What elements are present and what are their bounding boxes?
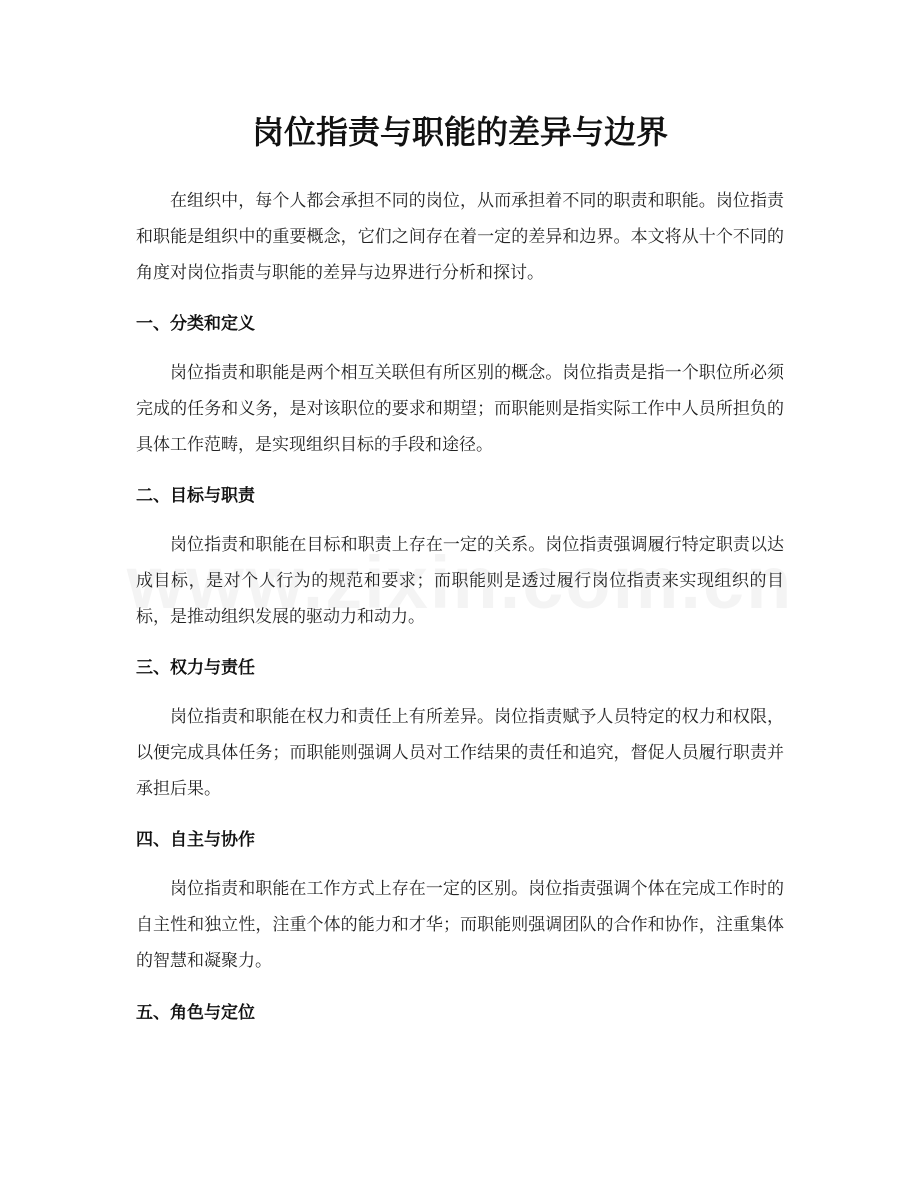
document-title: 岗位指责与职能的差异与边界 <box>251 113 668 151</box>
section-heading-autonomy: 四、自主与协作 <box>136 830 255 850</box>
section-body-authority: 岗位指责和职能在权力和责任上有所差异。岗位指责赋予人员特定的权力和权限，以便完成具体任务；而职能则强调人员对工作结果的责任和追究，督促人员履行职责并承担后果。 <box>136 707 784 799</box>
section-body-goals: 岗位指责和职能在目标和职责上存在一定的关系。岗位指责强调履行特定职责以达成目标，是对个人行为的规范和要求；而职能则是透过履行岗位指责来实现组织的目标，是推动组织发展的驱动力和动力。 <box>136 535 784 627</box>
section-heading-authority: 三、权力与责任 <box>136 658 255 678</box>
intro-paragraph: 在组织中，每个人都会承担不同的岗位，从而承担着不同的职责和职能。岗位指责和职能是组织中的重要概念，它们之间存在着一定的差异和边界。本文将从十个不同的角度对岗位指责与职能的差异与边界进行分析和探讨。 <box>136 191 784 283</box>
section-heading-roles: 五、角色与定位 <box>136 1003 255 1023</box>
section-body-classification: 岗位指责和职能是两个相互关联但有所区别的概念。岗位指责是指一个职位所必须完成的任务和义务，是对该职位的要求和期望；而职能则是指实际工作中人员所担负的具体工作范畴，是实现组织目标的手段和途径。 <box>136 363 784 455</box>
section-heading-goals: 二、目标与职责 <box>136 486 255 506</box>
section-body-autonomy: 岗位指责和职能在工作方式上存在一定的区别。岗位指责强调个体在完成工作时的自主性和独立性，注重个体的能力和才华；而职能则强调团队的合作和协作，注重集体的智慧和凝聚力。 <box>136 879 784 971</box>
section-heading-classification: 一、分类和定义 <box>136 314 255 334</box>
